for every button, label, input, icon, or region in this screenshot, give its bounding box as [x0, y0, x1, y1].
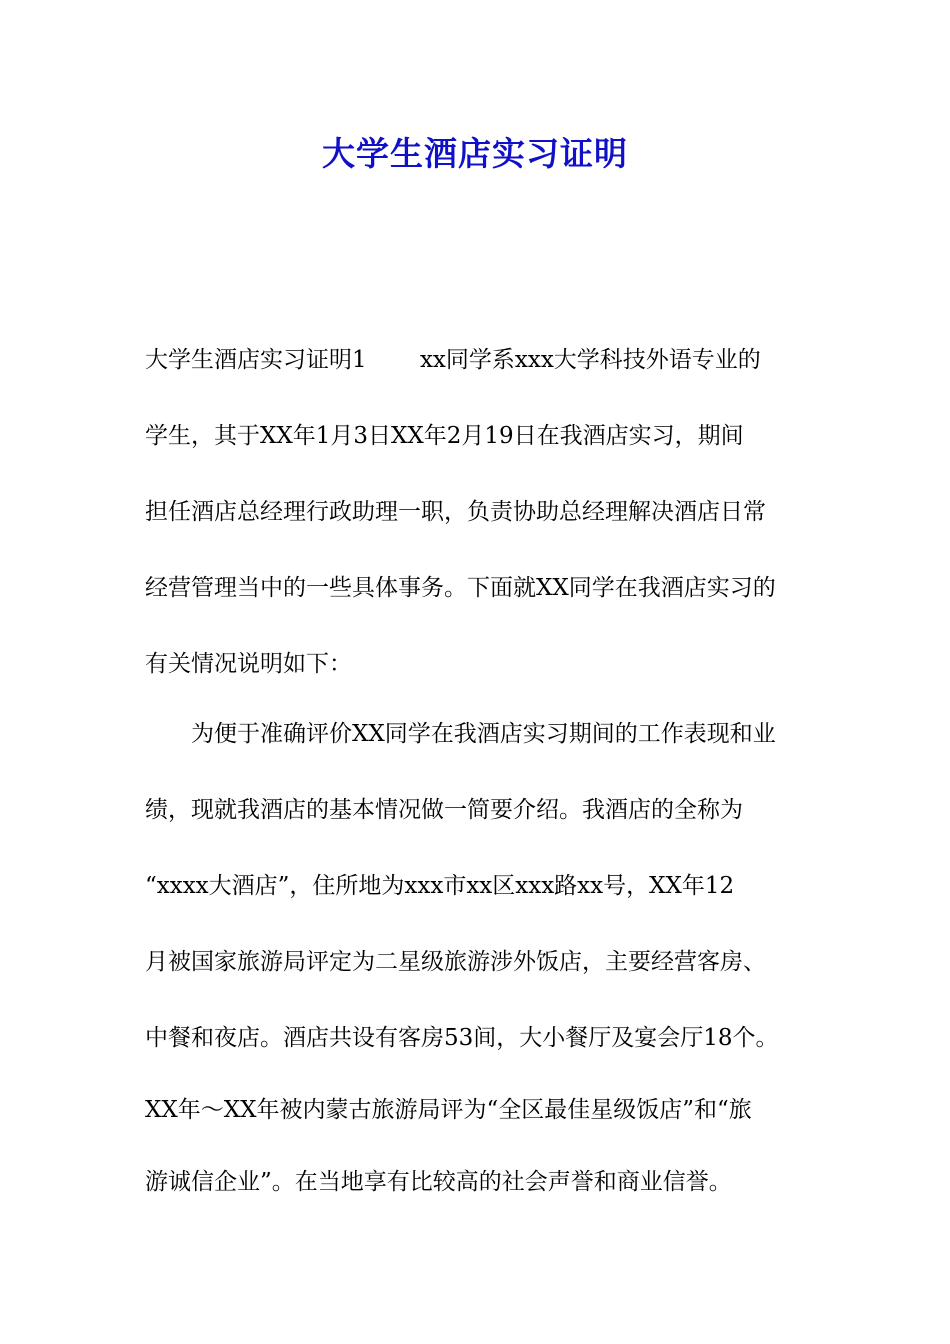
paragraph-line: 绩，现就我酒店的基本情况做一简要介绍。我酒店的全称为	[145, 797, 743, 823]
paragraph-line: 大学生酒店实习证明1 xx同学系xxx大学科技外语专业的	[145, 347, 761, 373]
document-title: 大学生酒店实习证明	[322, 134, 628, 173]
paragraph-line: 中餐和夜店。酒店共设有客房53间，大小餐厅及宴会厅18个。	[145, 1025, 779, 1051]
paragraph-line: XX年～XX年被内蒙古旅游局评为“全区最佳星级饭店”和“旅	[145, 1097, 752, 1123]
paragraph-line: “xxxx大酒店”，住所地为xxx市xx区xxx路xx号，XX年12	[145, 873, 735, 899]
paragraph-line: 学生，其于XX年1月3日XX年2月19日在我酒店实习，期间	[145, 423, 744, 449]
paragraph-line: 月被国家旅游局评定为二星级旅游涉外饭店，主要经营客房、	[145, 949, 766, 975]
paragraph-line: 为便于准确评价XX同学在我酒店实习期间的工作表现和业	[191, 721, 776, 747]
paragraph-line: 游诚信企业”。在当地享有比较高的社会声誉和商业信誉。	[145, 1169, 732, 1195]
paragraph-line: 经营管理当中的一些具体事务。下面就XX同学在我酒店实习的	[145, 575, 776, 601]
paragraph-line: 有关情况说明如下：	[145, 651, 352, 677]
paragraph-line: 担任酒店总经理行政助理一职，负责协助总经理解决酒店日常	[145, 499, 766, 525]
